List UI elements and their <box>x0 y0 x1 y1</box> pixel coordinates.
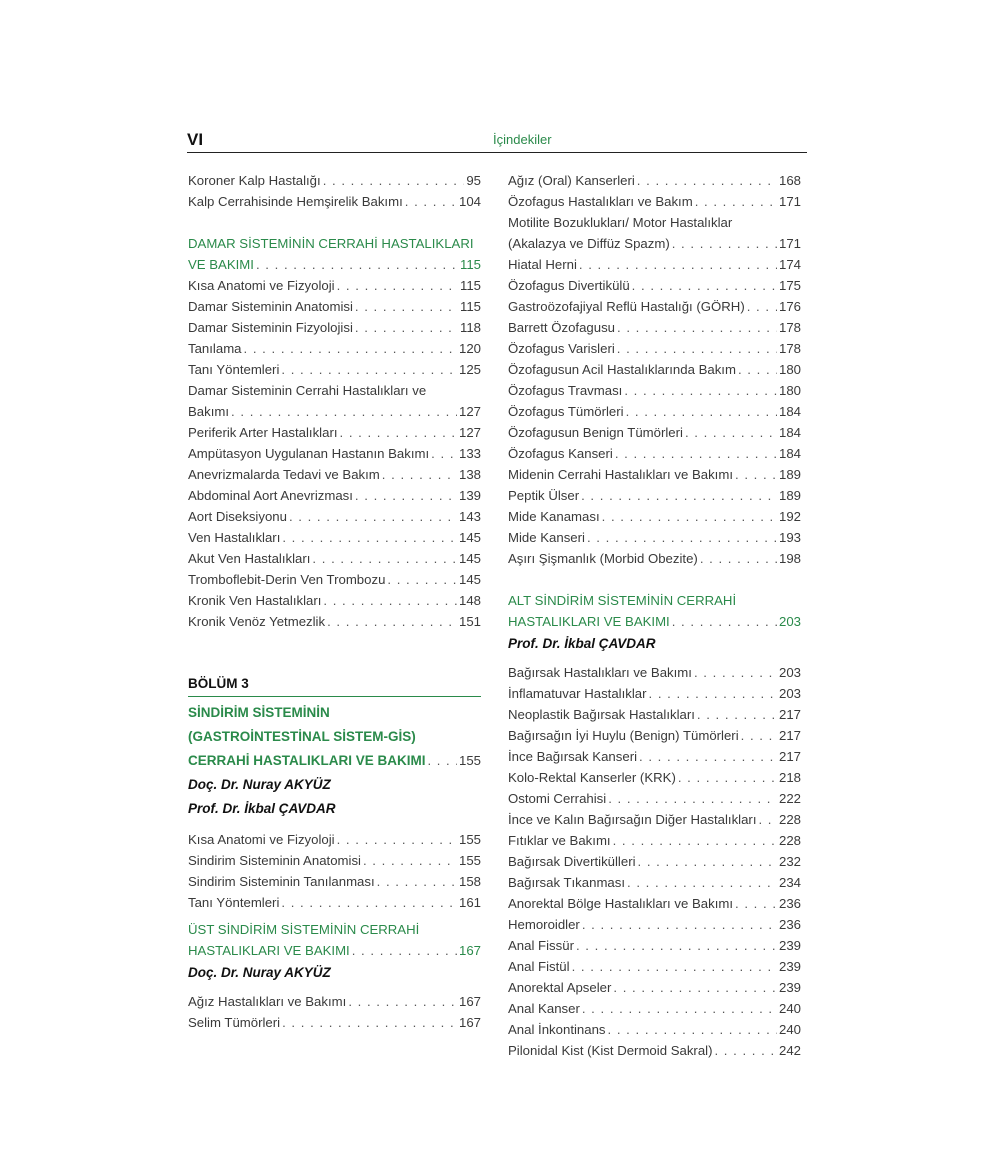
toc-entry-title: Abdominal Aort Anevrizması <box>188 488 353 503</box>
toc-entry-page: 236 <box>778 896 801 911</box>
section-heading: ALT SİNDİRİM SİSTEMİNİN CERRAHİ <box>508 593 737 608</box>
toc-entry <box>508 872 801 893</box>
chapter-author: Prof. Dr. İkbal ÇAVDAR <box>188 801 336 816</box>
dot-leader <box>387 569 457 590</box>
toc-entry <box>508 998 801 1019</box>
toc-entry <box>508 725 801 746</box>
dot-leader <box>377 871 457 892</box>
toc-entry <box>508 1040 801 1061</box>
dot-leader <box>738 359 777 380</box>
toc-entry-title: Anorektal Apseler <box>508 980 612 995</box>
dot-leader <box>626 401 777 422</box>
dot-leader <box>382 464 457 485</box>
section-author: Doç. Dr. Nuray AKYÜZ <box>188 965 331 980</box>
toc-entry <box>188 275 481 296</box>
dot-leader <box>678 767 777 788</box>
toc-entry-page: 148 <box>458 593 481 608</box>
dot-leader <box>281 359 457 380</box>
dot-leader <box>582 914 777 935</box>
toc-entry <box>188 892 481 913</box>
toc-entry-title: Anevrizmalarda Tedavi ve Bakım <box>188 467 380 482</box>
running-title: İçindekiler <box>493 132 552 147</box>
toc-entry-title: Anal İnkontinans <box>508 1022 606 1037</box>
dot-leader <box>649 683 777 704</box>
toc-entry <box>508 1019 801 1040</box>
toc-entry-continued: Motilite Bozuklukları/ Motor Hastalıklar <box>508 215 733 230</box>
toc-entry-title: Kronik Ven Hastalıkları <box>188 593 322 608</box>
toc-entry-page: 120 <box>458 341 481 356</box>
dot-leader <box>572 956 777 977</box>
dot-leader <box>735 893 777 914</box>
toc-entry <box>508 767 801 788</box>
toc-entry-title: Anorektal Bölge Hastalıkları ve Bakımı <box>508 896 734 911</box>
toc-entry-page: 168 <box>778 173 801 188</box>
toc-entry-page: 171 <box>778 194 801 209</box>
toc-entry <box>508 851 801 872</box>
toc-entry <box>508 893 801 914</box>
dot-leader <box>613 830 777 851</box>
toc-entry-page: 217 <box>778 728 801 743</box>
dot-leader <box>581 485 777 506</box>
toc-entry-page: 155 <box>458 853 481 868</box>
toc-entry-title: İnflamatuvar Hastalıklar <box>508 686 647 701</box>
toc-entry-title: Midenin Cerrahi Hastalıkları ve Bakımı <box>508 467 733 482</box>
toc-entry-page: 228 <box>778 812 801 827</box>
toc-entry-title: Aort Diseksiyonu <box>188 509 287 524</box>
dot-leader <box>282 1012 457 1033</box>
toc-entry-title: Selim Tümörleri <box>188 1015 281 1030</box>
section-heading-entry: HASTALIKLARI VE BAKIMI . . . 203 <box>508 611 801 632</box>
toc-entry-title: Ven Hastalıkları <box>188 530 281 545</box>
dot-leader <box>355 296 458 317</box>
toc-entry-title: Barrett Özofagusu <box>508 320 616 335</box>
toc-entry <box>508 935 801 956</box>
toc-entry <box>188 464 481 485</box>
toc-entry-page: 198 <box>778 551 801 566</box>
toc-entry-title: Koroner Kalp Hastalığı <box>188 173 321 188</box>
toc-entry <box>188 317 481 338</box>
toc-entry <box>188 170 481 191</box>
toc-entry <box>188 548 481 569</box>
toc-entry <box>188 359 481 380</box>
toc-entry <box>188 829 481 850</box>
toc-entry-page: 184 <box>778 404 801 419</box>
toc-entry <box>508 191 801 212</box>
toc-entry-page: 161 <box>458 895 481 910</box>
toc-entry-title: Anal Kanser <box>508 1001 580 1016</box>
dot-leader <box>323 170 465 191</box>
toc-entry-page: 178 <box>778 341 801 356</box>
toc-entry-page: 242 <box>778 1043 801 1058</box>
toc-entry <box>188 296 481 317</box>
toc-entry <box>188 443 481 464</box>
toc-entry-title: Anal Fistül <box>508 959 570 974</box>
toc-entry <box>508 338 801 359</box>
toc-entry-page: 151 <box>458 614 481 629</box>
toc-entry <box>508 704 801 725</box>
toc-entry-page: 234 <box>778 875 801 890</box>
dot-leader <box>282 527 457 548</box>
toc-entry-title: Neoplastik Bağırsak Hastalıkları <box>508 707 695 722</box>
toc-entry-page: 180 <box>778 362 801 377</box>
dot-leader <box>355 317 458 338</box>
toc-entry-page: 236 <box>778 917 801 932</box>
toc-entry <box>508 464 801 485</box>
toc-entry <box>188 338 481 359</box>
toc-entry-page: 127 <box>458 425 481 440</box>
dot-leader <box>431 443 457 464</box>
dot-leader <box>617 317 777 338</box>
toc-entry-title: Sindirim Sisteminin Tanılanması <box>188 874 375 889</box>
toc-entry-title: (Akalazya ve Diffüz Spazm) <box>508 236 670 251</box>
toc-entry-page: 139 <box>458 488 481 503</box>
toc-entry-title: Mide Kanaması <box>508 509 600 524</box>
dot-leader <box>327 611 457 632</box>
toc-entry-page: 193 <box>778 530 801 545</box>
dot-leader <box>700 548 777 569</box>
toc-entry-title: Özofagus Kanseri <box>508 446 613 461</box>
toc-entry-page: 104 <box>458 194 481 209</box>
toc-entry <box>508 401 801 422</box>
toc-entry-title: Bağırsak Divertikülleri <box>508 854 636 869</box>
toc-entry-page: 189 <box>778 488 801 503</box>
dot-leader <box>624 380 777 401</box>
toc-entry-page: 217 <box>778 707 801 722</box>
toc-entry <box>188 991 481 1012</box>
toc-entry <box>508 746 801 767</box>
dot-leader <box>697 704 777 725</box>
toc-entry-page: 115 <box>459 278 481 293</box>
toc-entry-page: 189 <box>778 467 801 482</box>
toc-entry-title: Damar Sisteminin Fizyolojisi <box>188 320 353 335</box>
toc-entry-page: 180 <box>778 383 801 398</box>
toc-entry-title: Akut Ven Hastalıkları <box>188 551 311 566</box>
page-number: VI <box>187 130 204 149</box>
dot-leader <box>576 935 777 956</box>
toc-entry-page: 240 <box>778 1022 801 1037</box>
toc-entry <box>188 1012 481 1033</box>
chapter-title-line: SİNDİRİM SİSTEMİNİN <box>188 705 330 720</box>
toc-entry-page: 232 <box>778 854 801 869</box>
toc-entry <box>188 401 481 422</box>
toc-entry-title: Ostomi Cerrahisi <box>508 791 607 806</box>
toc-entry-page: 218 <box>778 770 801 785</box>
toc-entry-page: 240 <box>778 1001 801 1016</box>
toc-entry-page: 175 <box>778 278 801 293</box>
toc-entry <box>508 683 801 704</box>
toc-entry-title: Özofagus Travması <box>508 383 623 398</box>
toc-entry-title: Sindirim Sisteminin Anatomisi <box>188 853 361 868</box>
dot-leader <box>289 506 457 527</box>
toc-entry <box>188 569 481 590</box>
dot-leader <box>627 872 777 893</box>
toc-entry <box>508 527 801 548</box>
toc-entry-title: Hemoroidler <box>508 917 580 932</box>
dot-leader <box>638 851 777 872</box>
dot-leader <box>741 725 777 746</box>
toc-entry <box>188 871 481 892</box>
toc-entry-title: Kronik Venöz Yetmezlik <box>188 614 326 629</box>
chapter-title-entry: CERRAHİ HASTALIKLARI VE BAKIMI . . . 155 <box>188 749 481 773</box>
toc-entry-page: 203 <box>778 686 801 701</box>
toc-entry-title: Kolo-Rektal Kanserler (KRK) <box>508 770 676 785</box>
toc-entry-title: Tromboflebit-Derin Ven Trombozu <box>188 572 386 587</box>
dot-leader <box>363 850 457 871</box>
toc-entry-page: 167 <box>458 1015 481 1030</box>
section-heading: DAMAR SİSTEMİNİN CERRAHİ HASTALIKLARI <box>188 236 474 251</box>
toc-entry-title: Pilonidal Kist (Kist Dermoid Sakral) <box>508 1043 713 1058</box>
toc-entry-title: Mide Kanseri <box>508 530 585 545</box>
toc-entry-page: 138 <box>458 467 481 482</box>
toc-entry-title: Kısa Anatomi ve Fizyoloji <box>188 278 335 293</box>
dot-leader <box>323 590 457 611</box>
dot-leader <box>632 275 777 296</box>
toc-entry-title: Fıtıklar ve Bakımı <box>508 833 611 848</box>
toc-entry-title: Hiatal Herni <box>508 257 577 272</box>
toc-left-column <box>188 170 481 1033</box>
toc-entry <box>508 830 801 851</box>
dot-leader <box>244 338 457 359</box>
toc-entry-title: Ağız Hastalıkları ve Bakımı <box>188 994 347 1009</box>
dot-leader <box>747 296 777 317</box>
dot-leader <box>639 746 777 767</box>
dot-leader <box>281 892 457 913</box>
toc-entry <box>508 788 801 809</box>
dot-leader <box>340 422 457 443</box>
toc-entry-title: Bağırsak Hastalıkları ve Bakımı <box>508 665 692 680</box>
toc-entry-page: 192 <box>778 509 801 524</box>
toc-entry <box>188 485 481 506</box>
toc-entry-page: 125 <box>458 362 481 377</box>
dot-leader <box>355 485 457 506</box>
toc-entry-page: 158 <box>458 874 481 889</box>
toc-entry <box>508 254 801 275</box>
toc-entry-page: 95 <box>466 173 481 188</box>
toc-entry-title: Gastroözofajiyal Reflü Hastalığı (GÖRH) <box>508 299 745 314</box>
toc-entry-title: Özofagus Tümörleri <box>508 404 624 419</box>
dot-leader <box>735 464 777 485</box>
toc-entry-page: 127 <box>458 404 481 419</box>
dot-leader <box>637 170 777 191</box>
toc-entry-title: İnce ve Kalın Bağırsağın Diğer Hastalıkları <box>508 812 757 827</box>
toc-entry <box>508 233 801 254</box>
toc-entry-page: 184 <box>778 446 801 461</box>
toc-entry-title: Bağırsak Tıkanması <box>508 875 626 890</box>
toc-entry <box>508 380 801 401</box>
section-heading: ÜST SİNDİRİM SİSTEMİNİN CERRAHİ <box>188 922 420 937</box>
toc-entry <box>508 977 801 998</box>
dot-leader <box>758 809 777 830</box>
toc-entry-continued: Damar Sisteminin Cerrahi Hastalıkları ve <box>188 383 427 398</box>
dot-leader <box>337 829 457 850</box>
toc-entry-page: 155 <box>458 832 481 847</box>
dot-leader <box>617 338 777 359</box>
toc-entry-page: 167 <box>458 994 481 1009</box>
dot-leader <box>231 401 457 422</box>
toc-entry <box>508 275 801 296</box>
toc-entry-title: Kalp Cerrahisinde Hemşirelik Bakımı <box>188 194 403 209</box>
toc-entry <box>508 662 801 683</box>
dot-leader <box>672 233 777 254</box>
toc-entry-page: 171 <box>778 236 801 251</box>
toc-entry-title: Aşırı Şişmanlık (Morbid Obezite) <box>508 551 698 566</box>
toc-entry-title: Tanı Yöntemleri <box>188 362 280 377</box>
toc-entry-page: 145 <box>458 572 481 587</box>
toc-entry-title: Kısa Anatomi ve Fizyoloji <box>188 832 335 847</box>
toc-entry-page: 176 <box>778 299 801 314</box>
toc-entry-page: 118 <box>459 320 481 335</box>
section-heading-entry: VE BAKIMI . . . 115 <box>188 254 481 275</box>
toc-entry <box>508 506 801 527</box>
toc-entry-page: 217 <box>778 749 801 764</box>
toc-entry <box>508 548 801 569</box>
toc-entry-title: Damar Sisteminin Anatomisi <box>188 299 353 314</box>
toc-entry <box>508 914 801 935</box>
section-heading-entry: HASTALIKLARI VE BAKIMI . . . 167 <box>188 940 481 961</box>
toc-entry-page: 115 <box>459 299 481 314</box>
toc-entry-title: Bağırsağın İyi Huylu (Benign) Tümörleri <box>508 728 739 743</box>
toc-entry-page: 178 <box>778 320 801 335</box>
page-header <box>187 130 807 153</box>
toc-entry-title: Bakımı <box>188 404 230 419</box>
toc-entry <box>508 485 801 506</box>
toc-entry <box>188 527 481 548</box>
dot-leader <box>579 254 777 275</box>
toc-right-column <box>508 170 801 1061</box>
toc-entry <box>188 850 481 871</box>
toc-entry-title: Özofagusun Acil Hastalıklarında Bakım <box>508 362 736 377</box>
chapter-author: Doç. Dr. Nuray AKYÜZ <box>188 777 331 792</box>
toc-entry-page: 239 <box>778 938 801 953</box>
toc-entry <box>188 422 481 443</box>
toc-entry <box>188 611 481 632</box>
toc-entry <box>508 422 801 443</box>
dot-leader <box>405 191 457 212</box>
toc-entry-page: 145 <box>458 530 481 545</box>
dot-leader <box>608 788 777 809</box>
toc-entry <box>188 590 481 611</box>
toc-entry-title: Özofagus Varisleri <box>508 341 615 356</box>
toc-entry <box>508 317 801 338</box>
chapter-title-line: (GASTROİNTESTİNAL SİSTEM-GİS) <box>188 729 416 744</box>
toc-entry-page: 145 <box>458 551 481 566</box>
toc-entry-title: Tanı Yöntemleri <box>188 895 280 910</box>
toc-entry-page: 239 <box>778 959 801 974</box>
toc-entry-title: Anal Fissür <box>508 938 574 953</box>
dot-leader <box>714 1040 777 1061</box>
toc-entry <box>508 170 801 191</box>
toc-entry-title: Özofagus Hastalıkları ve Bakım <box>508 194 693 209</box>
toc-entry <box>508 443 801 464</box>
toc-entry-title: Özofagusun Benign Tümörleri <box>508 425 683 440</box>
dot-leader <box>602 506 777 527</box>
toc-entry-title: Periferik Arter Hastalıkları <box>188 425 338 440</box>
toc-entry-title: İnce Bağırsak Kanseri <box>508 749 638 764</box>
toc-entry-page: 228 <box>778 833 801 848</box>
toc-entry <box>188 506 481 527</box>
toc-entry-page: 174 <box>778 257 801 272</box>
toc-entry-page: 222 <box>778 791 801 806</box>
toc-entry-title: Özofagus Divertikülü <box>508 278 630 293</box>
dot-leader <box>615 443 777 464</box>
toc-entry <box>508 296 801 317</box>
toc-entry <box>508 359 801 380</box>
toc-entry-page: 184 <box>778 425 801 440</box>
toc-entry-page: 143 <box>458 509 481 524</box>
dot-leader <box>337 275 458 296</box>
toc-entry-title: Tanılama <box>188 341 242 356</box>
toc-entry-title: Ampütasyon Uygulanan Hastanın Bakımı <box>188 446 430 461</box>
dot-leader <box>312 548 457 569</box>
dot-leader <box>608 1019 777 1040</box>
toc-entry-title: Ağız (Oral) Kanserleri <box>508 173 635 188</box>
toc-entry <box>508 809 801 830</box>
part-divider <box>188 696 481 697</box>
section-author: Prof. Dr. İkbal ÇAVDAR <box>508 636 656 651</box>
toc-entry-page: 239 <box>778 980 801 995</box>
dot-leader <box>348 991 457 1012</box>
dot-leader <box>582 998 777 1019</box>
part-label: BÖLÜM 3 <box>188 676 249 691</box>
dot-leader <box>685 422 777 443</box>
toc-entry <box>508 956 801 977</box>
dot-leader <box>695 191 777 212</box>
toc-entry-page: 133 <box>458 446 481 461</box>
dot-leader <box>613 977 777 998</box>
toc-entry <box>188 191 481 212</box>
dot-leader <box>694 662 777 683</box>
dot-leader <box>587 527 777 548</box>
toc-entry-page: 203 <box>778 665 801 680</box>
toc-entry-title: Peptik Ülser <box>508 488 580 503</box>
